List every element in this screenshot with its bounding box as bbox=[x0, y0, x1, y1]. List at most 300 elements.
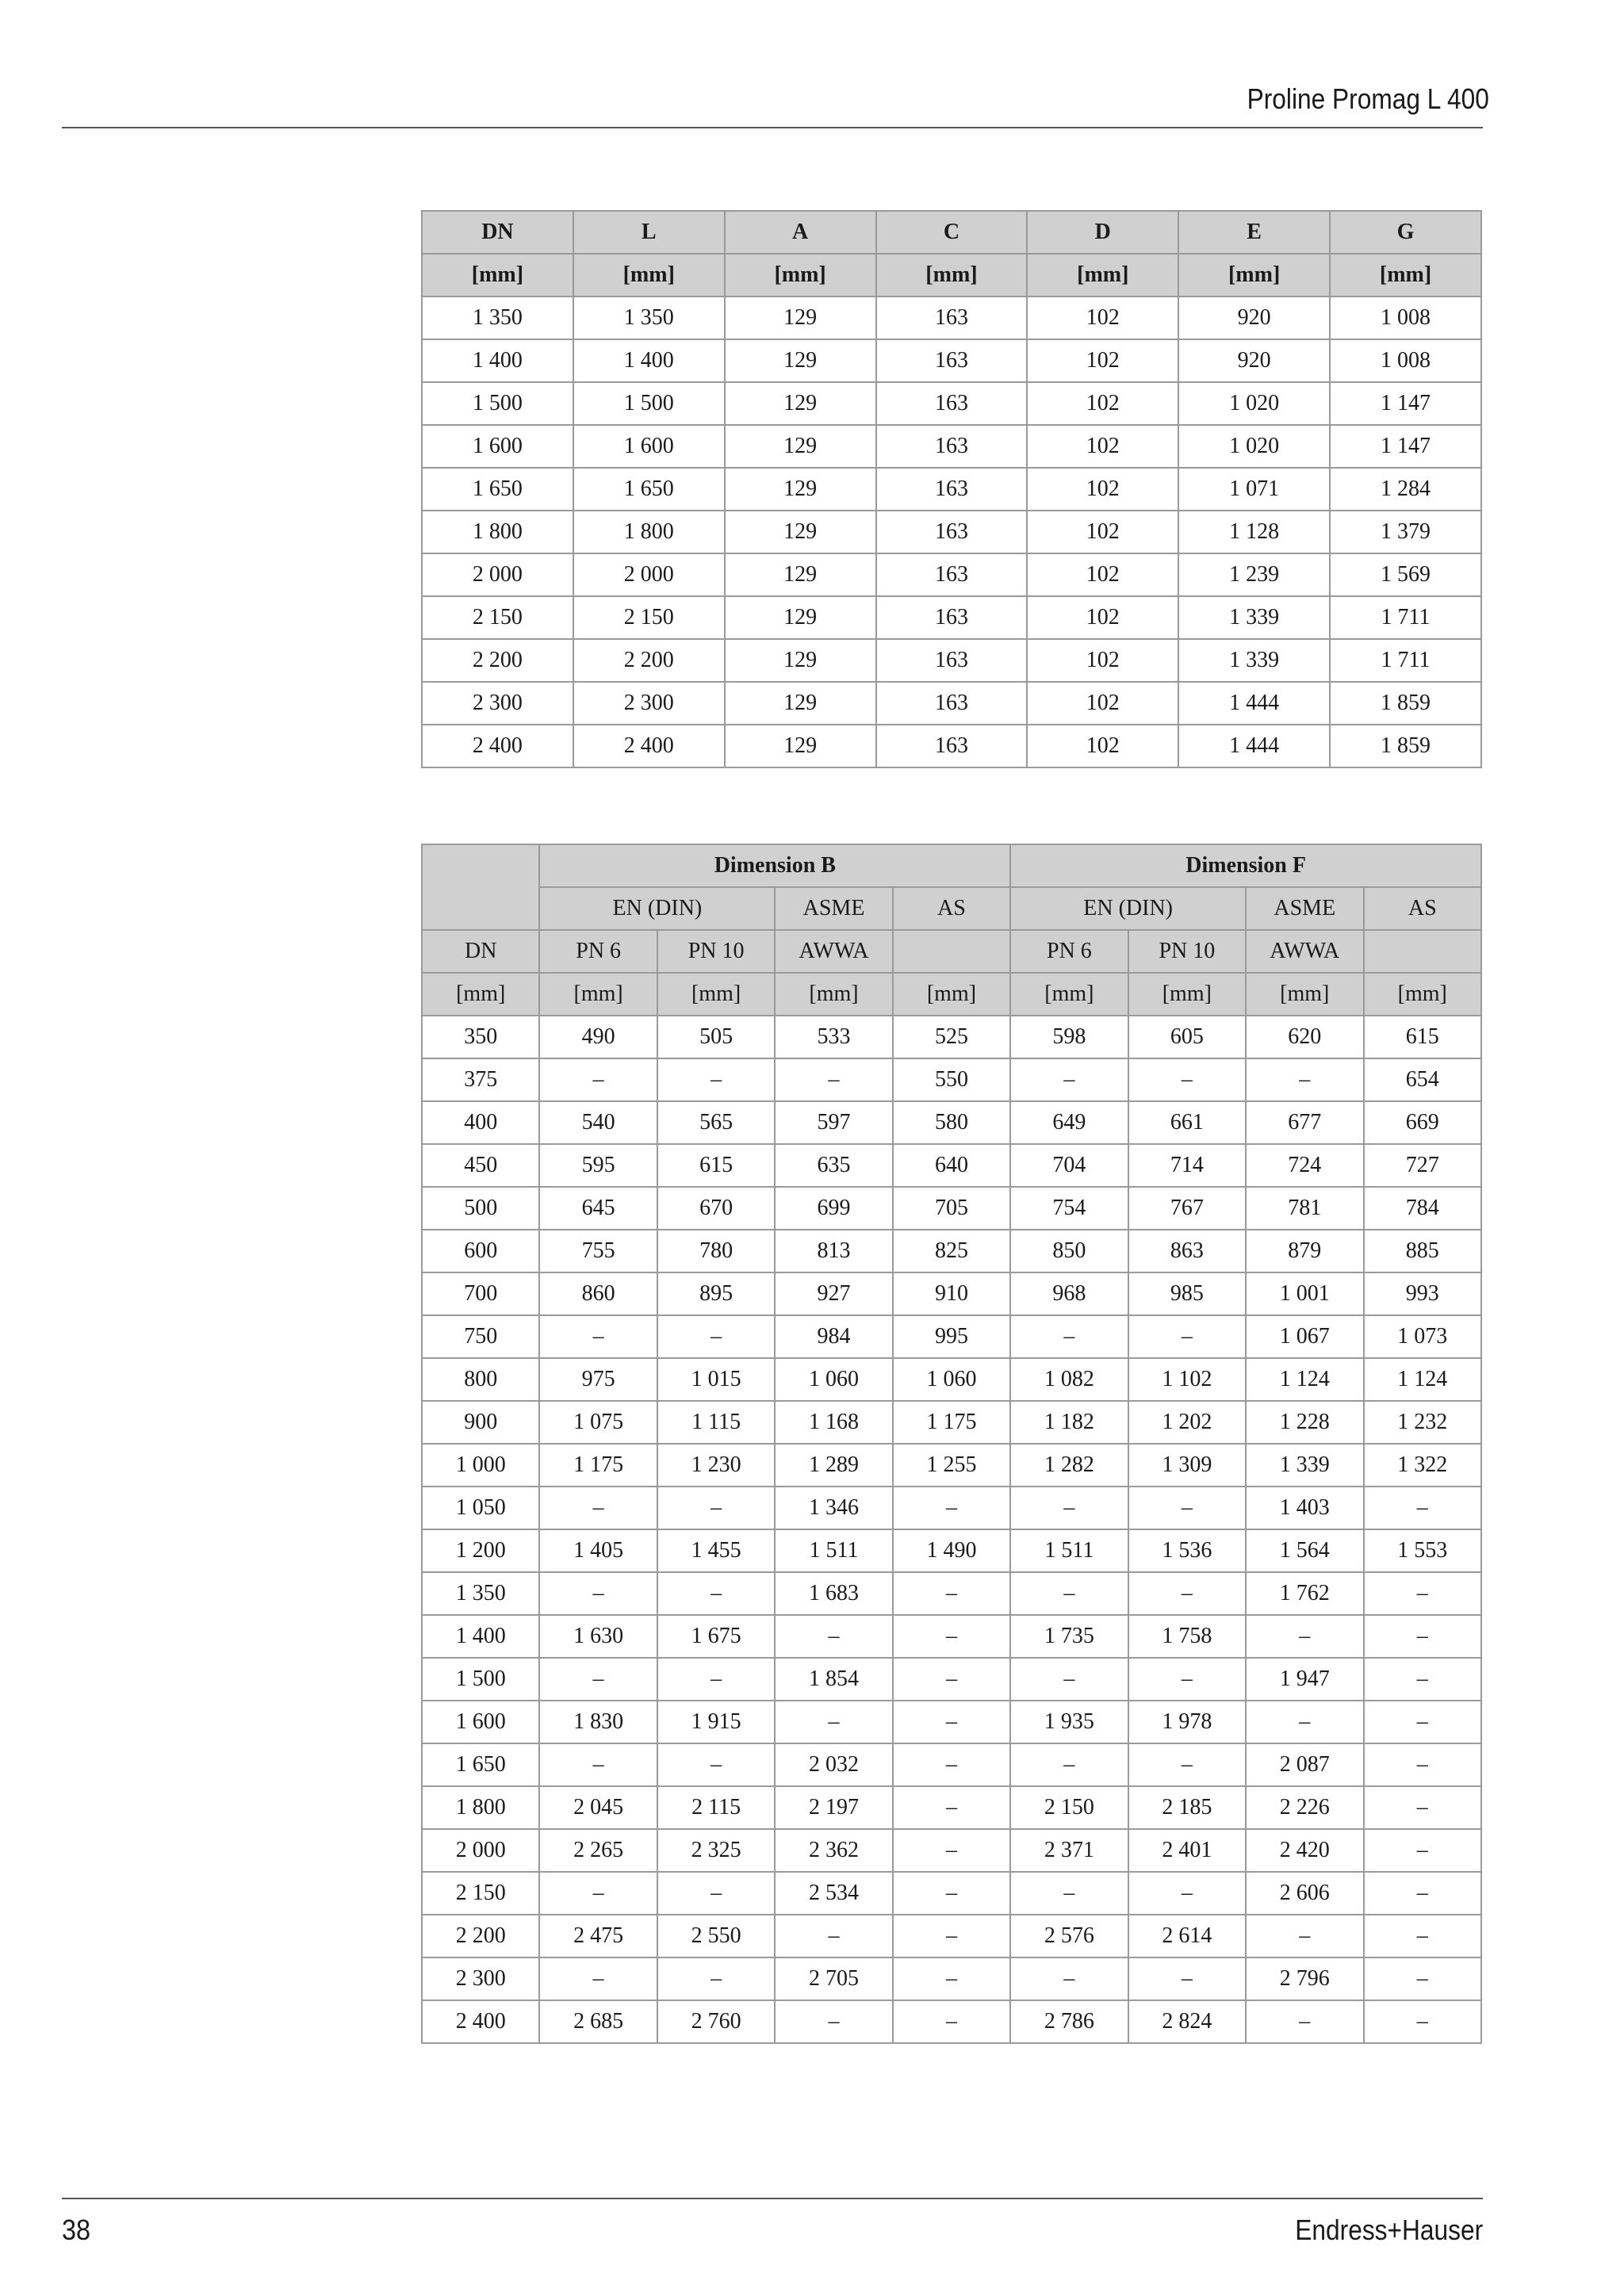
table-cell: 129 bbox=[725, 511, 876, 553]
footer-brand: Endress+Hauser bbox=[1295, 2214, 1483, 2246]
table-cell: 350 bbox=[422, 1016, 539, 1058]
dn-header: DN bbox=[422, 930, 539, 973]
table-cell: 1 255 bbox=[893, 1444, 1010, 1487]
table-cell: – bbox=[775, 1058, 892, 1101]
table-cell: 450 bbox=[422, 1144, 539, 1187]
table-row bbox=[422, 425, 1481, 468]
table2-column-unit: [mm] bbox=[1128, 973, 1246, 1016]
table-row bbox=[422, 1872, 1481, 1915]
table-cell: – bbox=[657, 1658, 775, 1701]
table-cell: 1 339 bbox=[1178, 639, 1330, 682]
table-cell: 1 124 bbox=[1364, 1358, 1482, 1401]
table-cell: – bbox=[775, 1615, 892, 1658]
table-cell: 900 bbox=[422, 1401, 539, 1444]
table-cell: 1 915 bbox=[657, 1701, 775, 1743]
f-awwa-header: AWWA bbox=[1246, 930, 1363, 973]
table1-column-header: E bbox=[1178, 211, 1330, 254]
table-cell: 1 511 bbox=[1010, 1529, 1128, 1572]
table1-label-row bbox=[422, 211, 1481, 254]
table-cell: 1 600 bbox=[422, 425, 573, 468]
table-cell: 540 bbox=[539, 1101, 657, 1144]
table-cell: 102 bbox=[1027, 382, 1178, 425]
table-cell: 163 bbox=[876, 382, 1028, 425]
table-cell: 755 bbox=[539, 1230, 657, 1272]
table-cell: 1 001 bbox=[1246, 1272, 1363, 1315]
table-cell: 615 bbox=[1364, 1016, 1482, 1058]
table-row bbox=[422, 1272, 1481, 1315]
dimensions-table-2 bbox=[421, 844, 1482, 2044]
table-cell: 2 705 bbox=[775, 1957, 892, 2000]
table-cell: 985 bbox=[1128, 1272, 1246, 1315]
table-cell: – bbox=[893, 1701, 1010, 1743]
table-cell: 1 536 bbox=[1128, 1529, 1246, 1572]
table-cell: – bbox=[893, 1915, 1010, 1957]
table-row bbox=[422, 1701, 1481, 1743]
table-cell: – bbox=[539, 1658, 657, 1701]
table-cell: 1 124 bbox=[1246, 1358, 1363, 1401]
table-cell: – bbox=[775, 2000, 892, 2043]
table-cell: 1 650 bbox=[573, 468, 725, 511]
table-cell: – bbox=[893, 1786, 1010, 1829]
table-cell: 1 239 bbox=[1178, 553, 1330, 596]
table-cell: 605 bbox=[1128, 1016, 1246, 1058]
table1-column-unit: [mm] bbox=[876, 254, 1028, 297]
table-cell: 1 455 bbox=[657, 1529, 775, 1572]
b-en-din-header: EN (DIN) bbox=[539, 887, 775, 930]
table-cell: 1 060 bbox=[775, 1358, 892, 1401]
table-cell: – bbox=[1364, 1658, 1482, 1701]
table-cell: – bbox=[893, 1957, 1010, 2000]
table-cell: 2 685 bbox=[539, 2000, 657, 2043]
table-cell: 993 bbox=[1364, 1272, 1482, 1315]
table-cell: 2 401 bbox=[1128, 1829, 1246, 1872]
table-cell: 129 bbox=[725, 425, 876, 468]
table-cell: – bbox=[1364, 1615, 1482, 1658]
f-as-subheader-blank bbox=[1364, 930, 1482, 973]
table-cell: 1 175 bbox=[539, 1444, 657, 1487]
table-cell: 500 bbox=[422, 1187, 539, 1230]
table-cell: 1 711 bbox=[1330, 639, 1481, 682]
table-cell: 1 758 bbox=[1128, 1615, 1246, 1658]
table-cell: 1 147 bbox=[1330, 425, 1481, 468]
table-cell: 2 300 bbox=[573, 682, 725, 725]
table-cell: 995 bbox=[893, 1315, 1010, 1358]
table-cell: 714 bbox=[1128, 1144, 1246, 1187]
table-cell: 2 200 bbox=[422, 639, 573, 682]
table-cell: 2 420 bbox=[1246, 1829, 1363, 1872]
table-cell: – bbox=[893, 1615, 1010, 1658]
table-cell: – bbox=[657, 1487, 775, 1529]
table1-column-unit: [mm] bbox=[1330, 254, 1481, 297]
table-cell: – bbox=[893, 1572, 1010, 1615]
table-row bbox=[422, 1743, 1481, 1786]
table1-column-header: DN bbox=[422, 211, 573, 254]
table-cell: 1 444 bbox=[1178, 725, 1330, 767]
table2-dn-header-blank bbox=[422, 844, 539, 930]
footer-rule bbox=[62, 2198, 1483, 2199]
table-row bbox=[422, 596, 1481, 639]
table-cell: 163 bbox=[876, 725, 1028, 767]
table-cell: 1 200 bbox=[422, 1529, 539, 1572]
table-cell: 984 bbox=[775, 1315, 892, 1358]
table-cell: 163 bbox=[876, 297, 1028, 339]
table-row bbox=[422, 1444, 1481, 1487]
table-cell: 102 bbox=[1027, 297, 1178, 339]
table-cell: 1 339 bbox=[1246, 1444, 1363, 1487]
table-cell: – bbox=[1128, 1743, 1246, 1786]
table-cell: 2 150 bbox=[1010, 1786, 1128, 1829]
table-cell: 163 bbox=[876, 553, 1028, 596]
table-cell: – bbox=[1364, 2000, 1482, 2043]
table-cell: 1 400 bbox=[422, 339, 573, 382]
table-cell: 490 bbox=[539, 1016, 657, 1058]
table-row bbox=[422, 1829, 1481, 1872]
table-row bbox=[422, 1915, 1481, 1957]
table-cell: 1 015 bbox=[657, 1358, 775, 1401]
table-cell: 102 bbox=[1027, 339, 1178, 382]
table-cell: 2 045 bbox=[539, 1786, 657, 1829]
table-row bbox=[422, 725, 1481, 767]
table-cell: – bbox=[1364, 1872, 1482, 1915]
table-cell: – bbox=[1128, 1058, 1246, 1101]
table-cell: – bbox=[1246, 1615, 1363, 1658]
table-cell: 1 600 bbox=[422, 1701, 539, 1743]
dimensions-table-1 bbox=[421, 210, 1482, 768]
table-cell: 2 300 bbox=[422, 682, 573, 725]
b-as-subheader-blank bbox=[893, 930, 1010, 973]
table-cell: – bbox=[539, 1957, 657, 2000]
table-cell: – bbox=[1364, 1957, 1482, 2000]
table-cell: 927 bbox=[775, 1272, 892, 1315]
table-cell: 2 614 bbox=[1128, 1915, 1246, 1957]
table-cell: 1 284 bbox=[1330, 468, 1481, 511]
table-cell: 750 bbox=[422, 1315, 539, 1358]
table-cell: 1 800 bbox=[422, 511, 573, 553]
table-cell: – bbox=[539, 1315, 657, 1358]
table-row bbox=[422, 1529, 1481, 1572]
table-cell: 102 bbox=[1027, 425, 1178, 468]
table-cell: 1 282 bbox=[1010, 1444, 1128, 1487]
table-cell: 784 bbox=[1364, 1187, 1482, 1230]
table-cell: 1 379 bbox=[1330, 511, 1481, 553]
table-cell: 705 bbox=[893, 1187, 1010, 1230]
table-cell: 863 bbox=[1128, 1230, 1246, 1272]
table1-column-header: D bbox=[1027, 211, 1178, 254]
table-cell: 595 bbox=[539, 1144, 657, 1187]
table-cell: – bbox=[657, 1572, 775, 1615]
table-cell: 102 bbox=[1027, 553, 1178, 596]
table-cell: 2 400 bbox=[422, 725, 573, 767]
table-cell: 2 400 bbox=[573, 725, 725, 767]
table-row bbox=[422, 1144, 1481, 1187]
table-cell: 920 bbox=[1178, 297, 1330, 339]
table-cell: 2 197 bbox=[775, 1786, 892, 1829]
table-cell: 800 bbox=[422, 1358, 539, 1401]
table-cell: – bbox=[539, 1487, 657, 1529]
table-cell: – bbox=[1010, 1872, 1128, 1915]
table-cell: 1 444 bbox=[1178, 682, 1330, 725]
table-cell: 1 230 bbox=[657, 1444, 775, 1487]
table-cell: – bbox=[1246, 1915, 1363, 1957]
table-cell: 780 bbox=[657, 1230, 775, 1272]
table-cell: 1 232 bbox=[1364, 1401, 1482, 1444]
table-cell: 598 bbox=[1010, 1016, 1128, 1058]
f-asme-header: ASME bbox=[1246, 887, 1363, 930]
b-pn10-header: PN 10 bbox=[657, 930, 775, 973]
table-cell: 2 000 bbox=[422, 1829, 539, 1872]
table-cell: – bbox=[893, 1658, 1010, 1701]
table-cell: 1 073 bbox=[1364, 1315, 1482, 1358]
table2-header bbox=[422, 844, 1481, 1016]
table2-column-unit: [mm] bbox=[1364, 973, 1482, 1016]
table-cell: 1 000 bbox=[422, 1444, 539, 1487]
table-cell: 1 800 bbox=[422, 1786, 539, 1829]
table-cell: – bbox=[1010, 1743, 1128, 1786]
table2-column-unit: [mm] bbox=[1010, 973, 1128, 1016]
table-cell: – bbox=[539, 1572, 657, 1615]
table-cell: 163 bbox=[876, 425, 1028, 468]
table-cell: 1 071 bbox=[1178, 468, 1330, 511]
table1-column-unit: [mm] bbox=[1178, 254, 1330, 297]
b-pn6-header: PN 6 bbox=[539, 930, 657, 973]
table-cell: 129 bbox=[725, 725, 876, 767]
table-cell: 2 550 bbox=[657, 1915, 775, 1957]
f-as-header: AS bbox=[1364, 887, 1482, 930]
table-row bbox=[422, 1401, 1481, 1444]
table-cell: 163 bbox=[876, 639, 1028, 682]
table-row bbox=[422, 1572, 1481, 1615]
table-cell: 1 008 bbox=[1330, 339, 1481, 382]
table-row bbox=[422, 339, 1481, 382]
table-row bbox=[422, 1016, 1481, 1058]
table-cell: – bbox=[1128, 1315, 1246, 1358]
table-cell: 1 309 bbox=[1128, 1444, 1246, 1487]
table-cell: – bbox=[1128, 1957, 1246, 2000]
table-cell: 129 bbox=[725, 339, 876, 382]
table-cell: – bbox=[1128, 1658, 1246, 1701]
table-cell: 1 020 bbox=[1178, 425, 1330, 468]
table-cell: – bbox=[657, 1872, 775, 1915]
table-cell: 2 371 bbox=[1010, 1829, 1128, 1872]
table-cell: 704 bbox=[1010, 1144, 1128, 1187]
table2-body bbox=[422, 1016, 1481, 2043]
table-cell: 2 200 bbox=[573, 639, 725, 682]
table-cell: 1 978 bbox=[1128, 1701, 1246, 1743]
table-cell: 1 289 bbox=[775, 1444, 892, 1487]
table-cell: 102 bbox=[1027, 511, 1178, 553]
table-cell: – bbox=[1010, 1058, 1128, 1101]
table-cell: 724 bbox=[1246, 1144, 1363, 1187]
table-row bbox=[422, 1315, 1481, 1358]
table2-column-unit: [mm] bbox=[775, 973, 892, 1016]
table-cell: 620 bbox=[1246, 1016, 1363, 1058]
table-cell: 670 bbox=[657, 1187, 775, 1230]
table-cell: – bbox=[1128, 1487, 1246, 1529]
table-cell: 1 350 bbox=[573, 297, 725, 339]
table-cell: – bbox=[657, 1058, 775, 1101]
table2-column-unit: [mm] bbox=[539, 973, 657, 1016]
table-cell: 2 796 bbox=[1246, 1957, 1363, 2000]
table-cell: 2 362 bbox=[775, 1829, 892, 1872]
table-cell: – bbox=[893, 1743, 1010, 1786]
table-cell: 2 185 bbox=[1128, 1786, 1246, 1829]
table-cell: 1 859 bbox=[1330, 725, 1481, 767]
table-cell: 1 650 bbox=[422, 468, 573, 511]
table-cell: – bbox=[657, 1743, 775, 1786]
table2-column-unit: [mm] bbox=[422, 973, 539, 1016]
table-row bbox=[422, 1615, 1481, 1658]
table-cell: 1 350 bbox=[422, 1572, 539, 1615]
table-cell: 1 935 bbox=[1010, 1701, 1128, 1743]
table-cell: 2 000 bbox=[573, 553, 725, 596]
table-cell: 163 bbox=[876, 596, 1028, 639]
table-cell: 129 bbox=[725, 596, 876, 639]
b-asme-header: ASME bbox=[775, 887, 892, 930]
table-cell: 895 bbox=[657, 1272, 775, 1315]
table-cell: 677 bbox=[1246, 1101, 1363, 1144]
table-cell: 1 115 bbox=[657, 1401, 775, 1444]
table-cell: 669 bbox=[1364, 1101, 1482, 1144]
table-cell: 700 bbox=[422, 1272, 539, 1315]
table-cell: – bbox=[657, 1315, 775, 1358]
table-cell: – bbox=[1246, 1058, 1363, 1101]
table-cell: 699 bbox=[775, 1187, 892, 1230]
table-cell: 1 511 bbox=[775, 1529, 892, 1572]
table-row bbox=[422, 553, 1481, 596]
table-cell: 375 bbox=[422, 1058, 539, 1101]
table-cell: 1 630 bbox=[539, 1615, 657, 1658]
table-row bbox=[422, 1487, 1481, 1529]
table-row bbox=[422, 1187, 1481, 1230]
table-cell: 1 403 bbox=[1246, 1487, 1363, 1529]
table1-column-unit: [mm] bbox=[725, 254, 876, 297]
table-cell: 1 500 bbox=[422, 1658, 539, 1701]
table-cell: 920 bbox=[1178, 339, 1330, 382]
table-cell: 1 500 bbox=[422, 382, 573, 425]
table-cell: 163 bbox=[876, 682, 1028, 725]
table-cell: 1 339 bbox=[1178, 596, 1330, 639]
table-cell: – bbox=[1128, 1872, 1246, 1915]
table-cell: 505 bbox=[657, 1016, 775, 1058]
dimension-f-header: Dimension F bbox=[1010, 844, 1481, 887]
table-cell: 860 bbox=[539, 1272, 657, 1315]
table-cell: 2 786 bbox=[1010, 2000, 1128, 2043]
table-cell: 640 bbox=[893, 1144, 1010, 1187]
table-cell: 1 830 bbox=[539, 1701, 657, 1743]
table-cell: 102 bbox=[1027, 596, 1178, 639]
table-cell: 635 bbox=[775, 1144, 892, 1187]
table-row bbox=[422, 1358, 1481, 1401]
table-cell: 525 bbox=[893, 1016, 1010, 1058]
table-cell: 654 bbox=[1364, 1058, 1482, 1101]
table-cell: 129 bbox=[725, 382, 876, 425]
table-cell: 600 bbox=[422, 1230, 539, 1272]
table-cell: 163 bbox=[876, 468, 1028, 511]
table-cell: 2 115 bbox=[657, 1786, 775, 1829]
table1-column-header: C bbox=[876, 211, 1028, 254]
table-cell: 1 020 bbox=[1178, 382, 1330, 425]
table-cell: – bbox=[1364, 1829, 1482, 1872]
table-cell: – bbox=[539, 1058, 657, 1101]
table-cell: 1 182 bbox=[1010, 1401, 1128, 1444]
table-cell: – bbox=[775, 1701, 892, 1743]
table-cell: 1 147 bbox=[1330, 382, 1481, 425]
header-rule bbox=[62, 127, 1483, 128]
table-cell: 2 000 bbox=[422, 553, 573, 596]
table-cell: 550 bbox=[893, 1058, 1010, 1101]
f-pn10-header: PN 10 bbox=[1128, 930, 1246, 973]
table-cell: – bbox=[1010, 1315, 1128, 1358]
table-cell: 163 bbox=[876, 339, 1028, 382]
table-row bbox=[422, 1658, 1481, 1701]
table-row bbox=[422, 639, 1481, 682]
table-cell: – bbox=[1128, 1572, 1246, 1615]
table-cell: 649 bbox=[1010, 1101, 1128, 1144]
table-cell: 661 bbox=[1128, 1101, 1246, 1144]
table-cell: 1 600 bbox=[573, 425, 725, 468]
table-row bbox=[422, 297, 1481, 339]
table-cell: 533 bbox=[775, 1016, 892, 1058]
table-cell: – bbox=[1010, 1658, 1128, 1701]
table-cell: 2 325 bbox=[657, 1829, 775, 1872]
table-cell: – bbox=[1246, 1701, 1363, 1743]
header-title: Proline Promag L 400 bbox=[1247, 82, 1489, 115]
table-cell: – bbox=[1246, 2000, 1363, 2043]
table-cell: – bbox=[1010, 1572, 1128, 1615]
table2-column-unit: [mm] bbox=[893, 973, 1010, 1016]
page-number: 38 bbox=[62, 2214, 91, 2246]
table-cell: 1 800 bbox=[573, 511, 725, 553]
table-cell: 102 bbox=[1027, 639, 1178, 682]
table-cell: 1 060 bbox=[893, 1358, 1010, 1401]
table-cell: 1 322 bbox=[1364, 1444, 1482, 1487]
table-cell: 565 bbox=[657, 1101, 775, 1144]
table-cell: – bbox=[893, 1487, 1010, 1529]
table-cell: 2 032 bbox=[775, 1743, 892, 1786]
table-cell: 2 760 bbox=[657, 2000, 775, 2043]
table-cell: 1 228 bbox=[1246, 1401, 1363, 1444]
table-cell: 400 bbox=[422, 1101, 539, 1144]
table-row bbox=[422, 1957, 1481, 2000]
table-cell: 129 bbox=[725, 297, 876, 339]
table1-column-unit: [mm] bbox=[422, 254, 573, 297]
table-cell: 1 175 bbox=[893, 1401, 1010, 1444]
table1-column-unit: [mm] bbox=[1027, 254, 1178, 297]
table-cell: 615 bbox=[657, 1144, 775, 1187]
table-cell: 1 675 bbox=[657, 1615, 775, 1658]
table1-column-header: L bbox=[573, 211, 725, 254]
table-cell: 102 bbox=[1027, 725, 1178, 767]
table-cell: 910 bbox=[893, 1272, 1010, 1315]
table-cell: 1 350 bbox=[422, 297, 573, 339]
table-cell: 1 564 bbox=[1246, 1529, 1363, 1572]
table-cell: – bbox=[1364, 1915, 1482, 1957]
f-pn6-header: PN 6 bbox=[1010, 930, 1128, 973]
table-cell: 129 bbox=[725, 639, 876, 682]
table-cell: 1 859 bbox=[1330, 682, 1481, 725]
table-cell: – bbox=[1364, 1487, 1482, 1529]
table1-column-unit: [mm] bbox=[573, 254, 725, 297]
table-cell: 781 bbox=[1246, 1187, 1363, 1230]
table-cell: – bbox=[1364, 1572, 1482, 1615]
table2-column-unit: [mm] bbox=[1246, 973, 1363, 1016]
table1-column-header: G bbox=[1330, 211, 1481, 254]
table1-header bbox=[422, 211, 1481, 297]
table-cell: 129 bbox=[725, 682, 876, 725]
table-row bbox=[422, 1230, 1481, 1272]
table-cell: 102 bbox=[1027, 682, 1178, 725]
table-cell: 2 200 bbox=[422, 1915, 539, 1957]
